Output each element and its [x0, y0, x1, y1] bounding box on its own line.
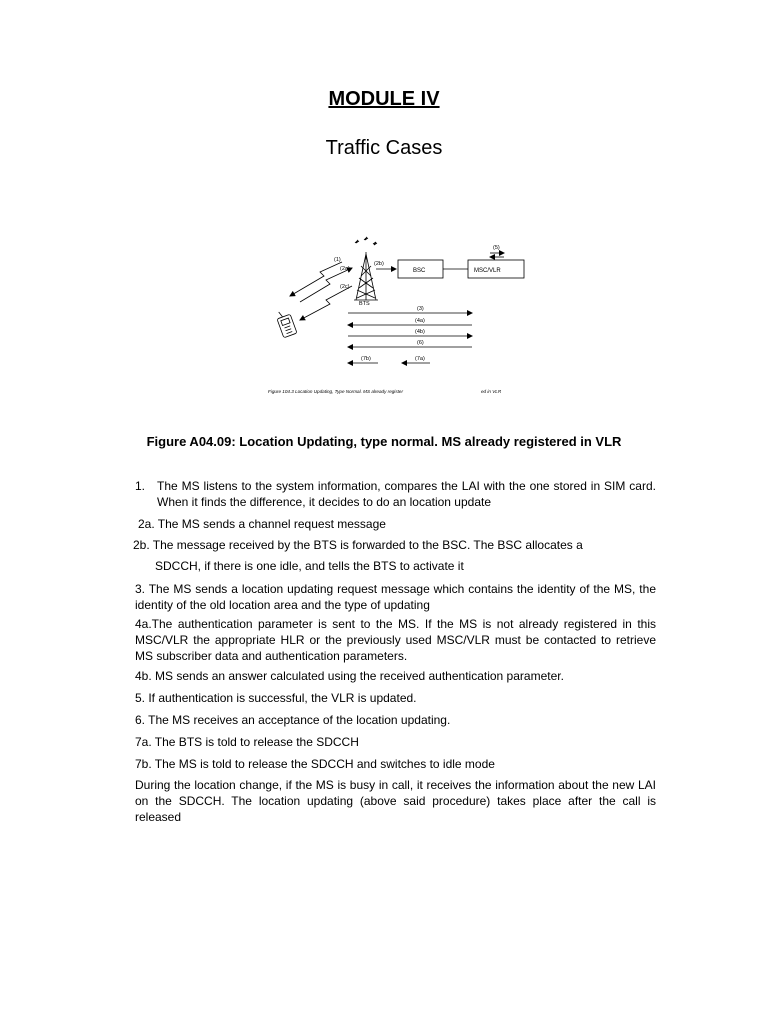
radio-arrow-2c — [300, 286, 352, 320]
step-7b: 7b. The MS is told to release the SDCCH and switches to idle mode — [135, 757, 495, 771]
section-subtitle: Traffic Cases — [325, 137, 443, 159]
label-7b: (7b) — [361, 356, 371, 362]
label-5: (5) — [493, 245, 500, 251]
step-7a: 7a. The BTS is told to release the SDCCH — [135, 735, 359, 749]
step-3: 3. The MS sends a location updating request message which contains the identity of the MS, the identity of the old location area and the type of updating — [135, 582, 656, 612]
step-1-text: The MS listens to the system information, compares the LAI with the one stored in SIM card. When it finds the difference, it decides to do an location update — [157, 479, 656, 509]
step-5: 5. If authentication is successful, the VLR is updated. — [135, 691, 417, 705]
module-title: MODULE IV — [328, 88, 440, 110]
label-4b: (4b) — [415, 329, 425, 335]
inner-figure-caption-b: ed in VLR — [481, 389, 502, 394]
location-updating-diagram — [260, 230, 540, 400]
label-2a: (2a) — [340, 266, 350, 272]
label-3: (3) — [417, 306, 424, 312]
step-6: 6. The MS receives an acceptance of the location updating. — [135, 713, 451, 727]
label-2c: (2c) — [340, 284, 350, 290]
label-bts: BTS — [359, 301, 370, 307]
step-4a: 4a.The authentication parameter is sent to the MS. If the MS is not already registered in this MSC/VLR the appropriate HLR or the previously used MSC/VLR must be contacted to retrieve MS subscriber data and authentication parameters. — [135, 617, 656, 663]
label-7a: (7a) — [415, 356, 425, 362]
label-4a: (4a) — [415, 318, 425, 324]
step-4b: 4b. MS sends an answer calculated using the received authentication parameter. — [135, 669, 564, 683]
step-2b-line2: SDCCH, if there is one idle, and tells the BTS to activate it — [155, 559, 464, 573]
label-6: (6) — [417, 340, 424, 346]
closing-paragraph: During the location change, if the MS is busy in call, it receives the information about the new LAI on the SDCCH. The location updating (above said procedure) takes place after the call is released — [135, 778, 656, 824]
step-1-number: 1. — [135, 479, 146, 493]
figure-caption: Figure A04.09: Location Updating, type normal. MS already registered in VLR — [146, 434, 622, 449]
step-1 — [135, 478, 656, 510]
bts-tower-icon — [354, 252, 378, 300]
signal-sparks — [355, 237, 377, 245]
label-1: (1) — [334, 257, 341, 263]
step-2a: 2a. The MS sends a channel request message — [138, 517, 386, 531]
inner-figure-caption-a: Figure 104.3 Location Updating, Type Normal. MS already register — [268, 389, 403, 394]
label-msc-vlr: MSC/VLR — [474, 268, 501, 274]
label-bsc: BSC — [413, 268, 426, 274]
radio-arrow-1 — [290, 262, 342, 296]
label-2b: (2b) — [374, 261, 384, 267]
step-2b-line1: 2b. The message received by the BTS is forwarded to the BSC. The BSC allocates a — [133, 538, 583, 552]
mobile-phone-icon — [277, 311, 297, 337]
